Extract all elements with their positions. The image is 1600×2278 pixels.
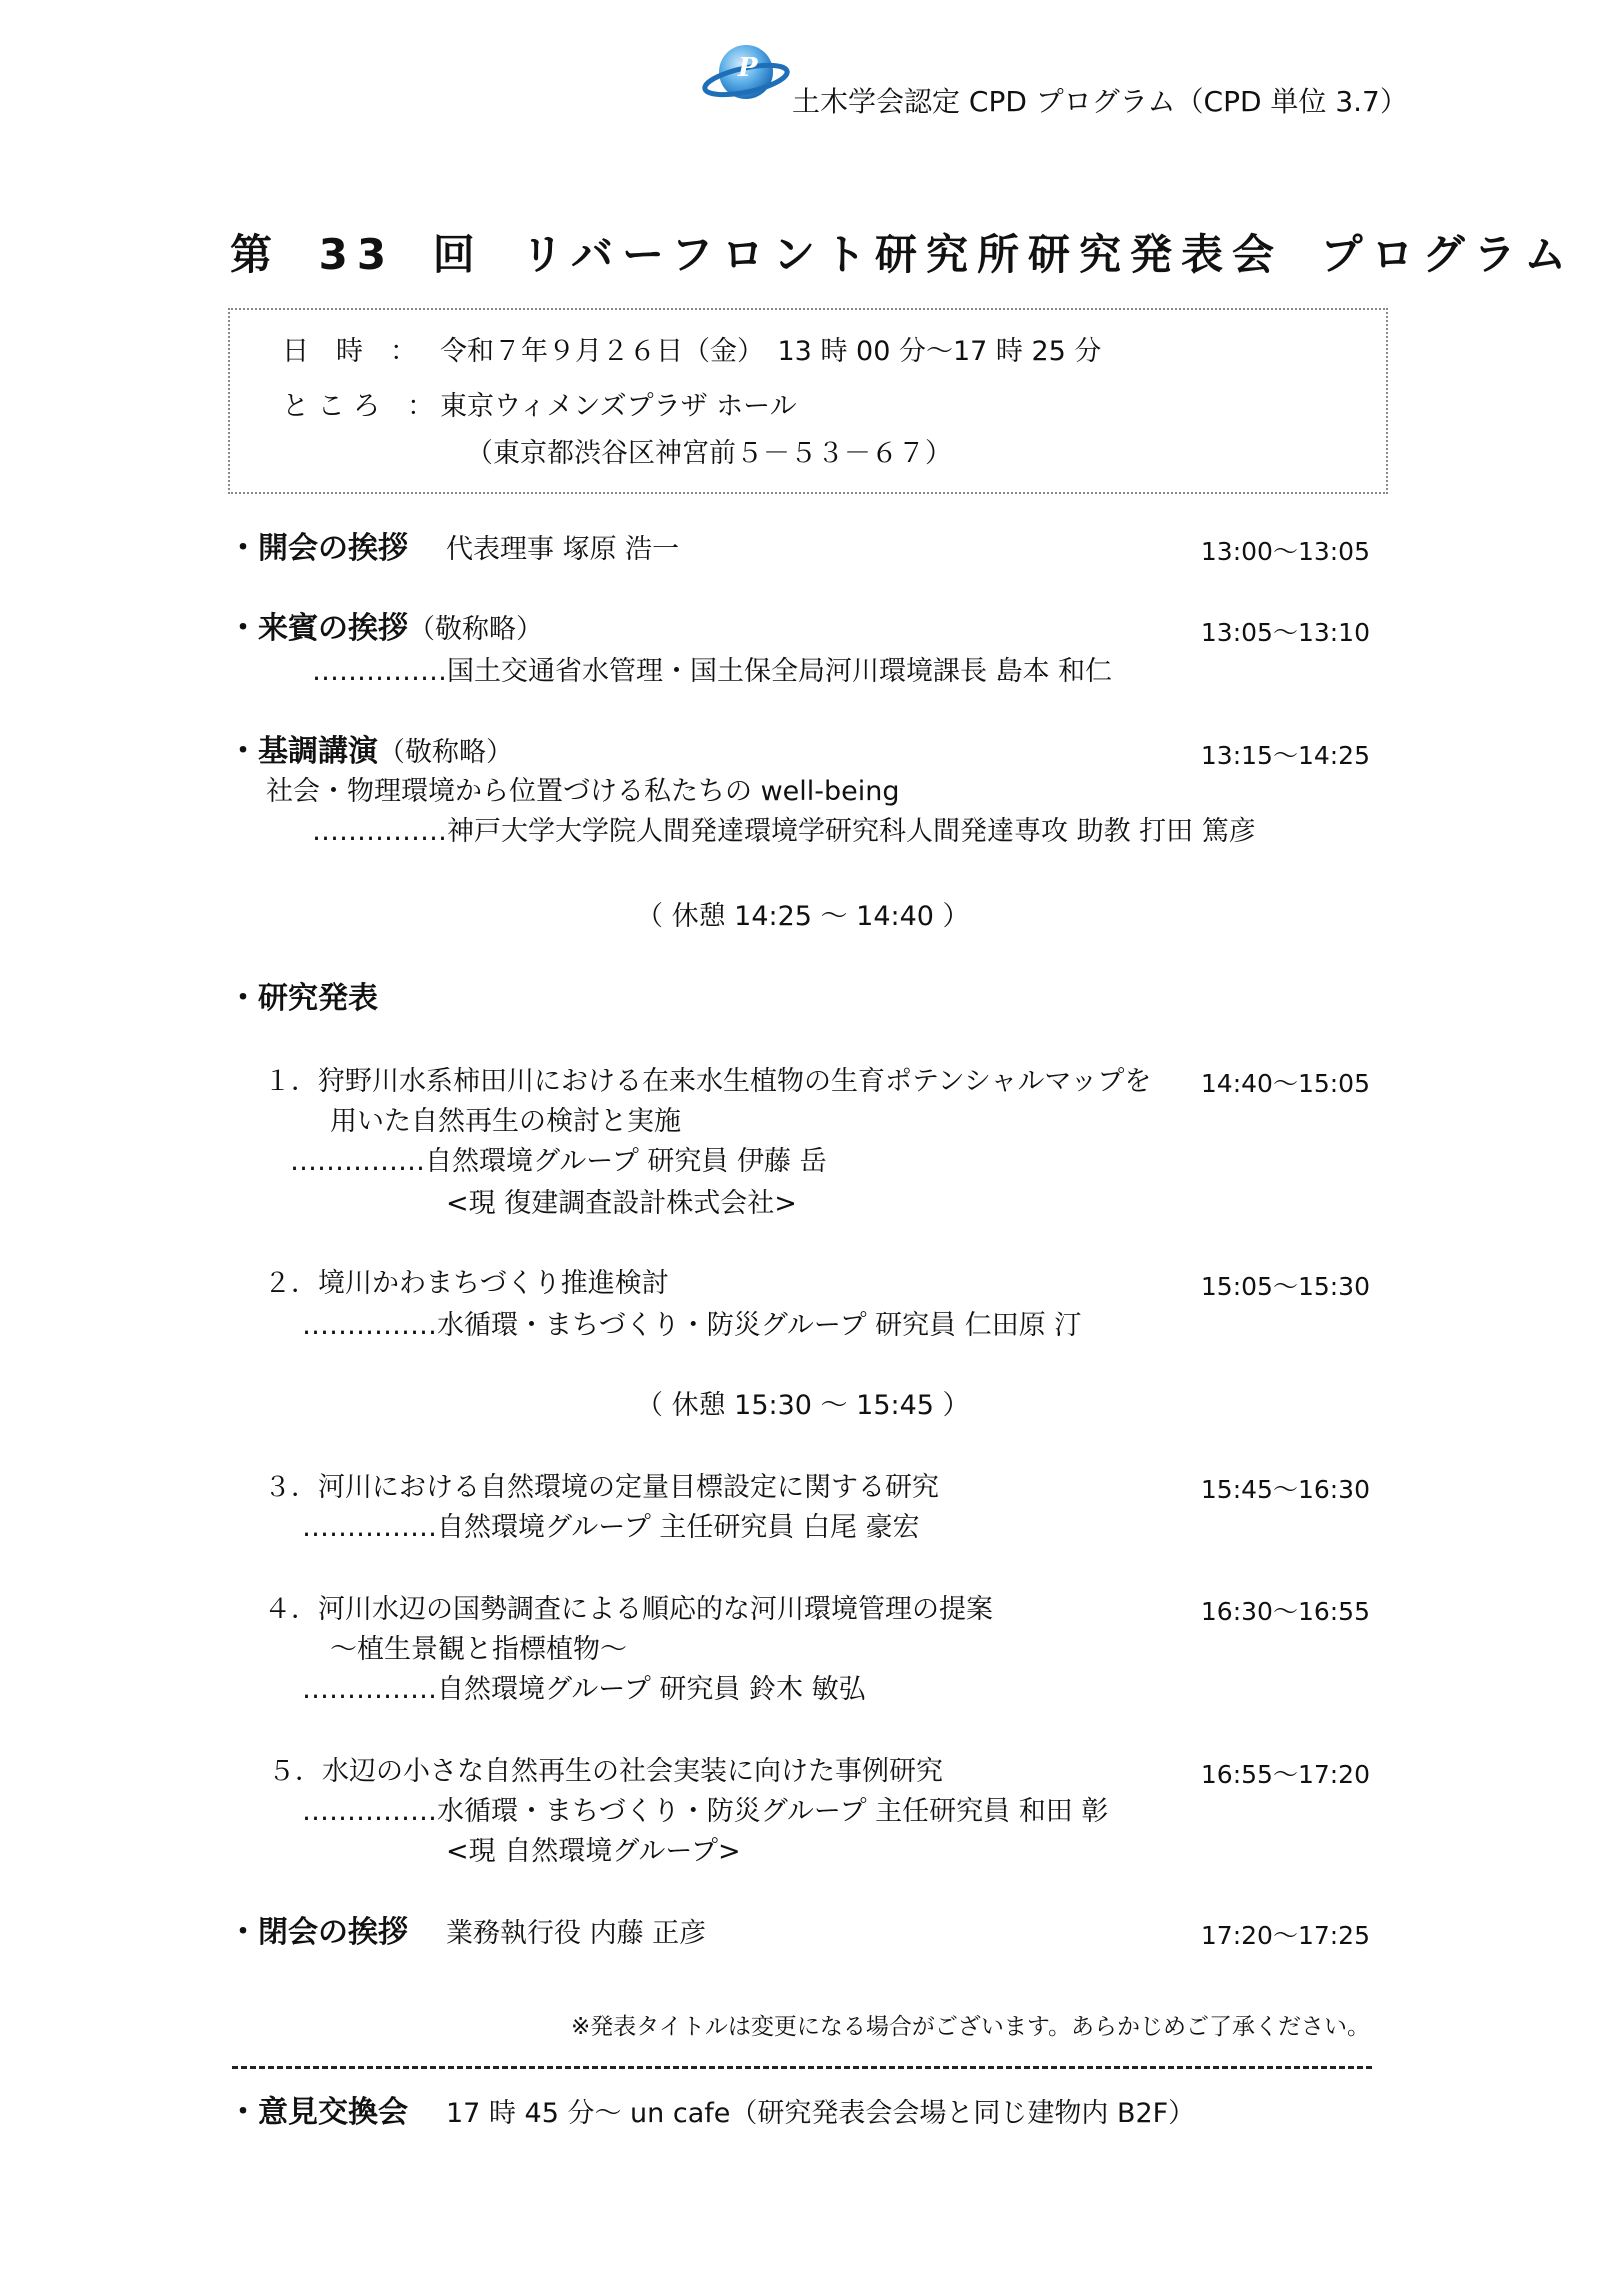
place-label: と こ ろ ： xyxy=(282,391,435,422)
research-heading: ・研究発表 xyxy=(228,981,378,1016)
exchange-heading: ・意見交換会 xyxy=(228,2095,408,2130)
notice: ※発表タイトルは変更になる場合がございます。あらかじめご了承ください。 xyxy=(571,2014,1370,2040)
research-item-4-time: 16:30～16:55 xyxy=(1200,1597,1370,1626)
svg-text:P: P xyxy=(738,53,758,83)
keynote-topic: 社会・物理環境から位置づける私たちの well-being xyxy=(266,776,900,807)
research-item-3-presenter: ……………自然環境グループ 主任研究員 白尾 豪宏 xyxy=(302,1512,920,1543)
closing-heading: ・閉会の挨拶 xyxy=(228,1915,408,1950)
cpd-label: 土木学会認定 CPD プログラム（CPD 単位 3.7） xyxy=(792,85,1408,118)
guest-note: （敬称略） xyxy=(408,614,543,645)
research-item-2-title: ２．境川かわまちづくり推進検討 xyxy=(264,1268,669,1299)
opening-speaker: 代表理事 塚原 浩一 xyxy=(446,534,680,565)
research-item-4-title: ４．河川水辺の国勢調査による順応的な河川環境管理の提案 xyxy=(264,1594,993,1625)
guest-time: 13:05～13:10 xyxy=(1200,618,1370,647)
closing-time: 17:20～17:25 xyxy=(1200,1921,1370,1950)
guest-heading: ・来賓の挨拶 xyxy=(228,611,408,646)
research-item-5-title: ５．水辺の小さな自然再生の社会実装に向けた事例研究 xyxy=(268,1756,943,1787)
date-value: 令和７年９月２６日（金） 13 時 00 分～17 時 25 分 xyxy=(440,336,1102,367)
exchange-detail: 17 時 45 分～ un cafe（研究発表会会場と同じ建物内 B2F） xyxy=(446,2098,1196,2129)
keynote-note: （敬称略） xyxy=(378,737,513,768)
research-item-1-time: 14:40～15:05 xyxy=(1200,1069,1370,1098)
page-title: 第 33 回 リバーフロント研究所研究発表会 プログラム xyxy=(230,230,1576,279)
research-item-4-presenter: ……………自然環境グループ 研究員 鈴木 敏弘 xyxy=(302,1674,866,1705)
opening-heading: ・開会の挨拶 xyxy=(228,531,408,566)
research-item-2-presenter: ……………水循環・まちづくり・防災グループ 研究員 仁田原 汀 xyxy=(302,1310,1082,1341)
guest-speaker: ……………国土交通省水管理・国土保全局河川環境課長 島本 和仁 xyxy=(312,656,1113,687)
research-item-5-presenter: ……………水循環・まちづくり・防災グループ 主任研究員 和田 彰 xyxy=(302,1796,1109,1827)
closing-speaker: 業務執行役 内藤 正彦 xyxy=(446,1918,707,1949)
research-item-3-time: 15:45～16:30 xyxy=(1200,1475,1370,1504)
research-item-1-title: １．狩野川水系柿田川における在来水生植物の生育ポテンシャルマップを xyxy=(264,1066,1152,1097)
place-address: （東京都渋谷区神宮前５－５３－６７） xyxy=(466,438,952,469)
date-label: 日 時 ： xyxy=(282,336,417,367)
keynote-time: 13:15～14:25 xyxy=(1200,741,1370,770)
break-2: （ 休憩 15:30 ～ 15:45 ） xyxy=(636,1390,970,1421)
keynote-heading: ・基調講演 xyxy=(228,734,378,769)
break-1: （ 休憩 14:25 ～ 14:40 ） xyxy=(636,901,970,932)
research-item-5-current: <現 自然環境グループ> xyxy=(446,1836,741,1867)
research-item-1-current: <現 復建調査設計株式会社> xyxy=(446,1188,797,1219)
place-value: 東京ウィメンズプラザ ホール xyxy=(440,391,797,422)
keynote-speaker: ……………神戸大学大学院人間発達環境学研究科人間発達専攻 助教 打田 篤彦 xyxy=(312,816,1256,847)
opening-time: 13:00～13:05 xyxy=(1200,537,1370,566)
research-item-5-time: 16:55～17:20 xyxy=(1200,1760,1370,1789)
research-item-1-presenter: ……………自然環境グループ 研究員 伊藤 岳 xyxy=(290,1146,827,1177)
research-item-2-time: 15:05～15:30 xyxy=(1200,1272,1370,1301)
research-item-4-title-cont: ～植生景観と指標植物～ xyxy=(330,1634,627,1665)
separator xyxy=(232,2066,1372,2069)
globe-p-logo-icon xyxy=(700,38,792,106)
research-item-1-title-cont: 用いた自然再生の検討と実施 xyxy=(330,1106,681,1137)
research-item-3-title: ３．河川における自然環境の定量目標設定に関する研究 xyxy=(264,1472,939,1503)
